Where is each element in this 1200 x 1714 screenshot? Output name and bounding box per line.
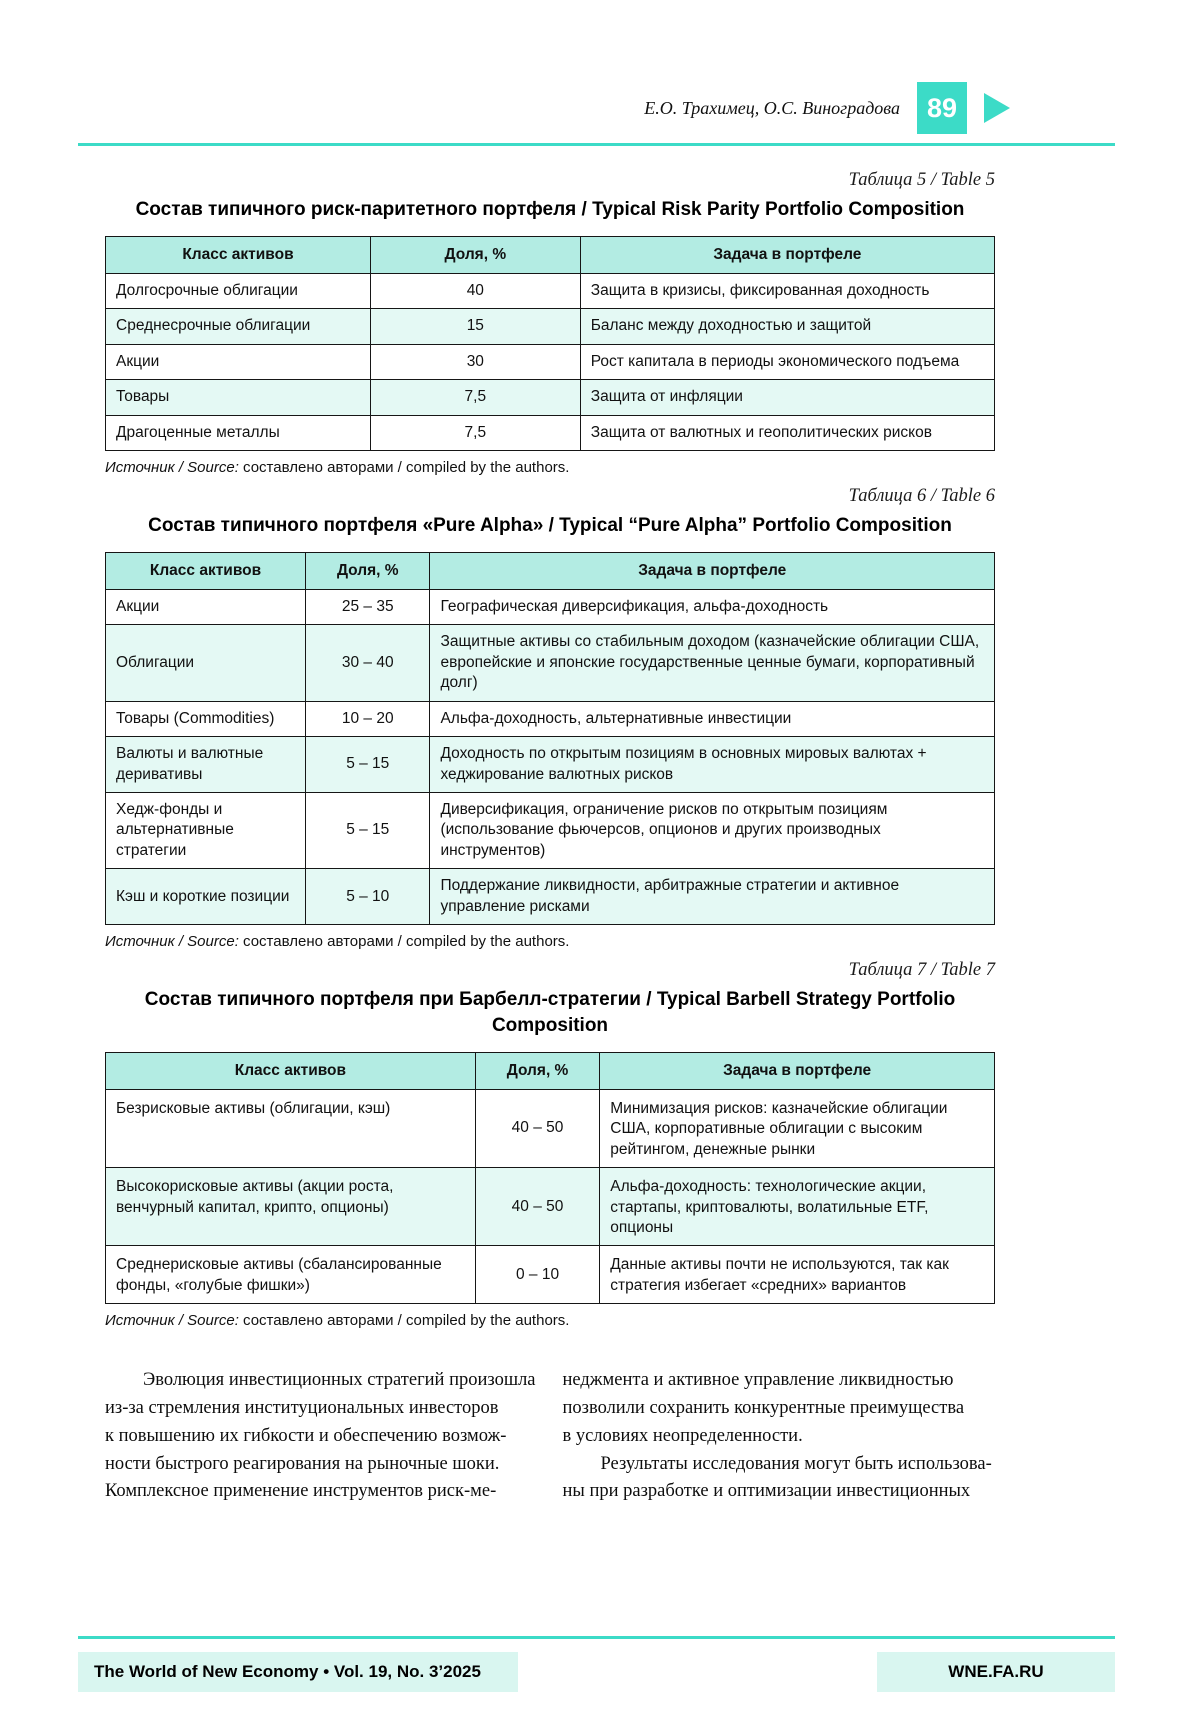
table-source [105,459,995,476]
table-cell: Акции [106,344,371,379]
table-cell: 40 [370,273,580,308]
table-cell: Безрисковые активы (облигации, кэш) [106,1089,476,1167]
column-header-share: Доля, % [306,552,430,589]
source-text: составлено авторами / compiled by the authors. [243,933,570,951]
column-header-asset-class: Класс активов [106,236,371,273]
table-caption: Таблица 6 / Table 6 [848,486,995,507]
table-cell: 25 – 35 [306,589,430,624]
table-row [106,1168,995,1246]
barbell-table [105,1052,995,1305]
table-cell: Драгоценные металлы [106,415,371,450]
table-cell: Валюты и валютные деривативы [106,737,306,793]
paragraph: Эволюция инвестиционных стратегий произошла из-за стремления институциональных инвесторов к повышению их гибкости и обеспечению возмож- ности быстрого реагирования на рыночные шоки. Комплексное применение инструментов риск-ме- [105,1370,536,1502]
table-cell: 5 – 15 [306,737,430,793]
table-cell: Диверсификация, ограничение рисков по открытым позициям (использование фьючерсов, опционов и других производных инструментов) [430,793,995,869]
table-cell: Акции [106,589,306,624]
table-cell: Географическая диверсификация, альфа-доходность [430,589,995,624]
footer-rule [78,1636,1115,1639]
table-caption: Таблица 7 / Table 7 [848,960,995,981]
table-cell: Долгосрочные облигации [106,273,371,308]
table-source [105,1312,995,1329]
table-row [106,415,995,450]
text-column-right [563,1367,996,1506]
page-number-badge: 89 [917,82,967,134]
source-text: составлено авторами / compiled by the authors. [243,459,570,477]
table-row [106,869,995,925]
column-header-role: Задача в портфеле [430,552,995,589]
table-cell: 15 [370,309,580,344]
column-header-asset-class: Класс активов [106,1052,476,1089]
table-cell: Товары [106,380,371,415]
paragraph: неджмента и активное управление ликвидностью позволили сохранить конкурентные преимущества в условиях неопределенности. [562,1370,965,1446]
column-header-role: Задача в портфеле [580,236,994,273]
table-cell: Товары (Commodities) [106,701,306,736]
table-title: Состав типичного портфеля «Pure Alpha» / Typical “Pure Alpha” Portfolio Composition [148,515,952,537]
table-row [106,701,995,736]
table-cell: Защитные активы со стабильным доходом (казначейские облигации США, европейские и японские государственные ценные бумаги, корпоративный долг) [430,625,995,701]
table-section-5 [105,170,995,476]
source-label: Источник / Source: [105,459,239,477]
pure-alpha-table [105,552,995,926]
text-column-left [105,1367,538,1506]
table-cell: Альфа-доходность, альтернативные инвестиции [430,701,995,736]
table-cell: Облигации [106,625,306,701]
table-cell: Рост капитала в периоды экономического подъема [580,344,994,379]
footer-boxes [78,1652,1115,1692]
table-section-6 [105,486,995,950]
table-row [106,1246,995,1304]
table-cell: Кэш и короткие позиции [106,869,306,925]
table-row [106,1089,995,1167]
table-cell: 7,5 [370,415,580,450]
table-cell: Баланс между доходностью и защитой [580,309,994,344]
table-cell: Защита от валютных и геополитических рисков [580,415,994,450]
table-title: Состав типичного портфеля при Барбелл-стратегии / Typical Barbell Strategy Portfolio Composition [144,989,956,1036]
risk-parity-table [105,236,995,451]
main-content [0,146,1200,1329]
header-authors: Е.О. Трахимец, О.С. Виноградова [644,97,900,118]
table-cell: 40 – 50 [475,1089,599,1167]
paragraph: Результаты исследования могут быть использова- ны при разработке и оптимизации инвестиционных [562,1453,992,1502]
table-cell: Защита в кризисы, фиксированная доходность [580,273,994,308]
table-cell: 0 – 10 [475,1246,599,1304]
body-text [0,1339,1200,1506]
table-row [106,793,995,869]
table-cell: 30 – 40 [306,625,430,701]
site-url: WNE.FA.RU [877,1652,1115,1692]
table-section-7 [105,960,995,1329]
column-header-role: Задача в портфеле [600,1052,995,1089]
column-header-asset-class: Класс активов [106,552,306,589]
table-cell: 5 – 10 [306,869,430,925]
table-row [106,273,995,308]
table-cell: 10 – 20 [306,701,430,736]
table-row [106,737,995,793]
table-cell: Среднесрочные облигации [106,309,371,344]
table-cell: Поддержание ликвидности, арбитражные стратегии и активное управление рисками [430,869,995,925]
table-cell: Данные активы почти не используются, так как стратегия избегает «средних» вариантов [600,1246,995,1304]
journal-info: The World of New Economy • Vol. 19, No. 3’2025 [78,1652,518,1692]
page-footer [0,1636,1200,1714]
table-cell: Высокорисковые активы (акции роста, венчурный капитал, крипто, опционы) [106,1168,476,1246]
table-header-row [106,1052,995,1089]
source-label: Источник / Source: [105,933,239,951]
table-cell: Защита от инфляции [580,380,994,415]
column-header-share: Доля, % [475,1052,599,1089]
arrow-right-icon [984,93,1010,123]
table-cell: Хедж-фонды и альтернативные стратегии [106,793,306,869]
table-source [105,933,995,950]
table-row [106,380,995,415]
table-title: Состав типичного риск-паритетного портфеля / Typical Risk Parity Portfolio Composition [135,199,965,220]
column-header-share: Доля, % [370,236,580,273]
table-cell: 30 [370,344,580,379]
table-row [106,589,995,624]
table-header-row [106,236,995,273]
table-row [106,625,995,701]
source-text: составлено авторами / compiled by the authors. [243,1312,570,1330]
table-cell: 5 – 15 [306,793,430,869]
table-cell: 40 – 50 [475,1168,599,1246]
table-row [106,309,995,344]
page-header [0,0,1200,134]
table-cell: 7,5 [370,380,580,415]
table-caption: Таблица 5 / Table 5 [848,170,995,190]
table-cell: Альфа-доходность: технологические акции, стартапы, криптовалюты, волатильные ETF, опционы [600,1168,995,1246]
table-cell: Минимизация рисков: казначейские облигации США, корпоративные облигации с высоким рейтингом, денежные рынки [600,1089,995,1167]
table-cell: Доходность по открытым позициям в основных мировых валютах + хеджирование валютных рисков [430,737,995,793]
table-cell: Среднерисковые активы (сбалансированные фонды, «голубые фишки») [106,1246,476,1304]
table-row [106,344,995,379]
source-label: Источник / Source: [105,1312,239,1330]
table-header-row [106,552,995,589]
